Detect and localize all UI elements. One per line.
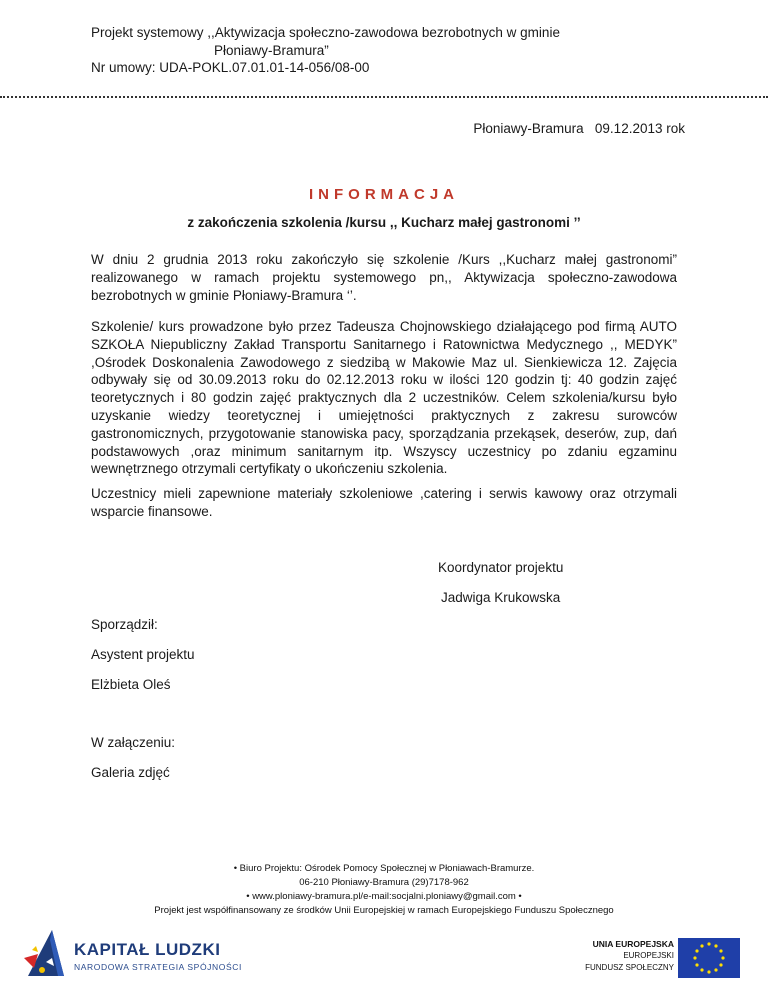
eu-fund-line2: FUNDUSZ SPOŁECZNY [585,963,674,972]
footer-office-address: • Biuro Projektu: Ośrodek Pomocy Społecznej w Płoniawach-Bramurze. [233,863,535,874]
project-header [91,24,560,77]
coordinator-role: Koordynator projektu [438,560,564,575]
eu-name: UNIA EUROPEJSKA [592,939,674,949]
coordinator-name: Jadwiga Krukowska [441,590,561,605]
kapital-ludzki-name: KAPITAŁ LUDZKI [74,940,221,959]
footer-postal-phone: 06-210 Płoniawy-Bramura (29)7178-962 [299,877,469,888]
attachment-label: W załączeniu: [91,735,176,750]
kapital-ludzki-logo-icon [22,928,70,978]
attachment-item: Galeria zdjęć [91,765,170,780]
eu-flag-icon [678,938,740,978]
header-contract-number: Nr umowy: UDA-POKL.07.01.01-14-056/08-00 [91,60,370,75]
header-project-title-cont: Płoniawy-Bramura” [214,42,329,58]
document-title: INFORMACJA [309,186,459,203]
place-and-date: Płoniawy-Bramura 09.12.2013 rok [473,121,685,136]
page-footer [0,862,768,918]
eu-logo [570,938,740,982]
paragraph-1: W dniu 2 grudnia 2013 roku zakończyło się szkolenie /Kurs ,,Kucharz małej gastronomi” realizowanego w ramach projektu systemowego pn,, Aktywizacja społeczno-zawodowa bezrobotnych w gminie Płoniawy-Bramura ‘’. [91,252,677,303]
document-subtitle: z zakończenia szkolenia /kursu ,, Kucharz małej gastronomi ’’ [187,215,581,230]
header-project-title: Projekt systemowy ,,Aktywizacja społeczno-zawodowa bezrobotnych w gminie [91,25,560,40]
kapital-ludzki-tagline: NARODOWA STRATEGIA SPÓJNOŚCI [74,962,242,972]
kapital-ludzki-logo [22,928,242,978]
header-divider [0,96,768,98]
prepared-by-role: Asystent projektu [91,647,195,662]
prepared-by-label: Sporządził: [91,617,158,632]
footer-web-email: • www.ploniawy-bramura.pl/e-mail:socjalni.ploniawy@gmail.com • [246,891,522,902]
eu-text-block [585,938,674,974]
footer-cofinancing-note: Projekt jest współfinansowany ze środków Unii Europejskiej w ramach Europejskiego Funduszu Społecznego [154,905,614,916]
prepared-by-name: Elżbieta Oleś [91,677,171,692]
eu-fund-line1: EUROPEJSKI [623,951,674,960]
paragraph-2: Szkolenie/ kurs prowadzone było przez Tadeusza Chojnowskiego działającego pod firmą AUTO SZKOŁA Niepubliczny Zakład Transportu Sanitarnego i Ratownictwa Medycznego ,, MEDYK” ,Ośrodek Doskonalenia Zawodowego z siedzibą w Makowie Maz ul. Sienkiewicza 12. Zajęcia odbywały się od 30.09.2013 roku do 02.12.2013 roku w ilości 120 godzin tj: 40 godzin zajęć teoretycznych i 80 godzin zajęć praktycznych dla 2 uczestników. Celem szkolenia/kursu było uzyskanie wiedzy teoretycznej i umiejętności praktycznych z zakresu surowców gastronomicznych, przygotowanie stanowiska pacy, sporządzania przekąsek, deserów, zup, dań podstawowych ,oraz minimum sanitarnym itp. Wszyscy uczestnicy po zdaniu egzaminu wewnętrznego otrzymali certyfikaty o ukończeniu szkolenia. [91,319,677,477]
paragraph-3: Uczestnicy mieli zapewnione materiały szkoleniowe ,catering i serwis kawowy oraz otrzymali wsparcie finansowe. [91,486,677,519]
